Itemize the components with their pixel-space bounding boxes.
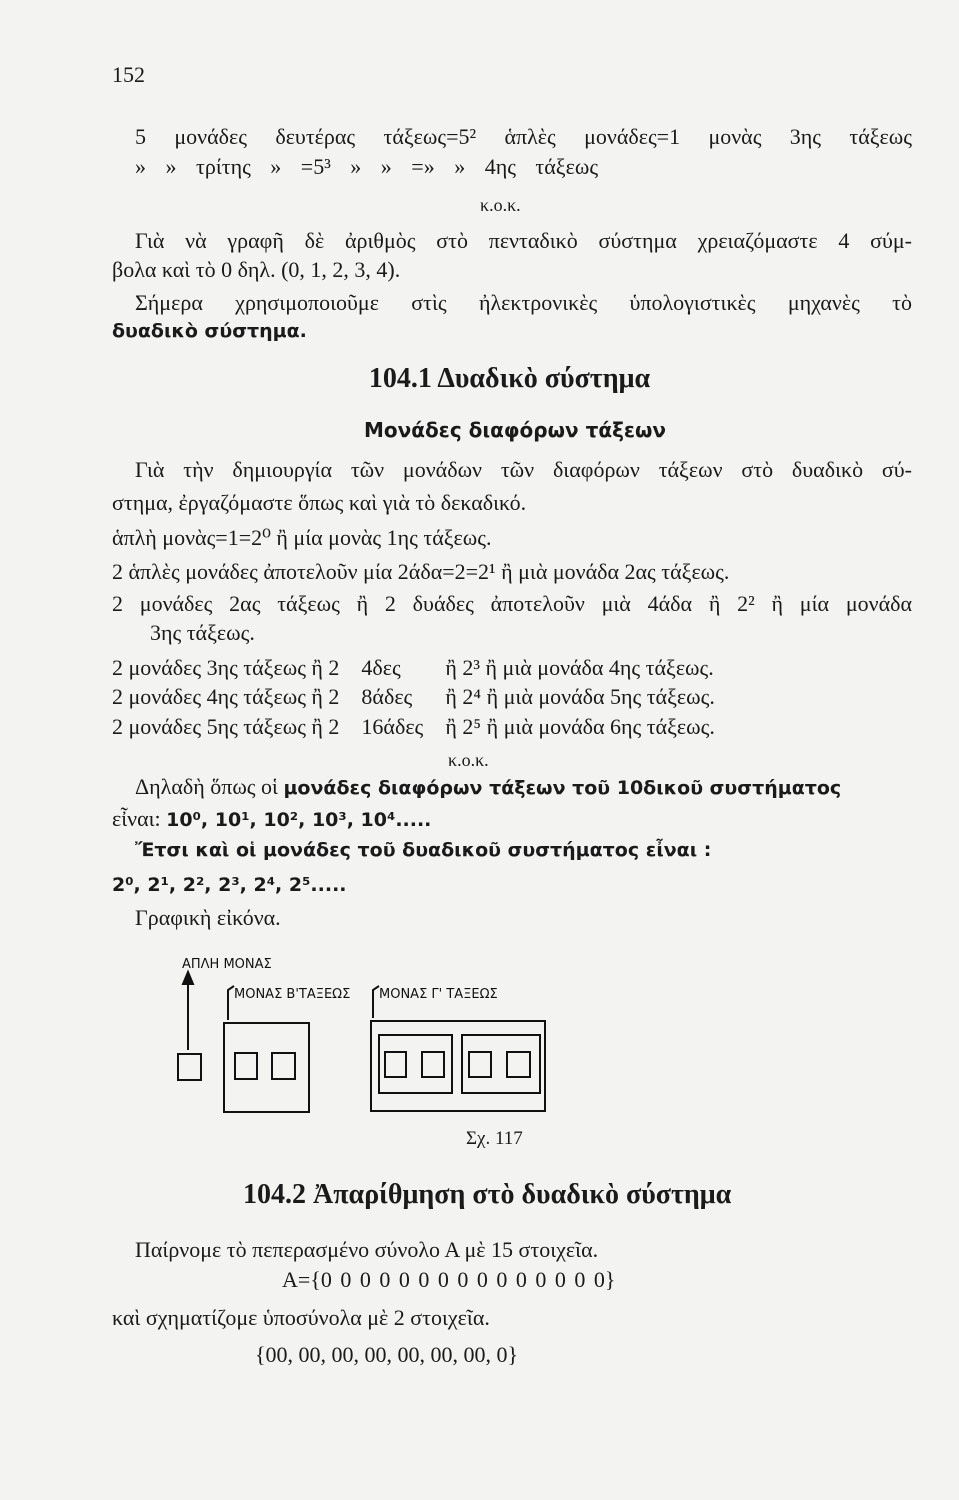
- arrow-head-icon: [183, 972, 193, 984]
- row-left: 2 μονάδες 3ης τάξεως ἢ 2: [112, 655, 340, 680]
- page-number: 152: [112, 62, 145, 87]
- bold-powers: 10⁰, 10¹, 10², 10³, 10⁴.....: [166, 809, 432, 831]
- unit-box: [422, 1052, 444, 1077]
- unit-box: [272, 1053, 295, 1079]
- paragraph-line: καὶ σχηματίζομε ὑποσύνολα μὲ 2 στοιχεῖα.: [112, 1305, 490, 1330]
- bold-term: μονάδες διαφόρων τάξεων τοῦ 10δικοῦ συστήματος: [283, 777, 842, 799]
- paragraph-line: Γιὰ νὰ γραφῆ δὲ ἀριθμὸς στὸ πενταδικὸ σύστημα χρειαζόμαστε 4 σύμ-: [135, 228, 912, 253]
- top-line-1: 5 μονάδες δευτέρας τάξεως=5² ἁπλὲς μονάδες=1 μονὰς 3ης τάξεως: [135, 124, 912, 149]
- row-mid: 4δες: [361, 655, 401, 680]
- section-title: 104.2 Ἀπαρίθμηση στὸ δυαδικὸ σύστημα: [243, 1179, 732, 1210]
- paragraph-line: Παίρνομε τὸ πεπερασμένο σύνολο Α μὲ 15 στοιχεῖα.: [135, 1237, 599, 1262]
- order-b-box: [224, 1023, 309, 1112]
- row-mid: 16άδες: [361, 714, 424, 739]
- plain-text: Δηλαδὴ ὅπως οἱ: [135, 774, 284, 799]
- label-order-g: ΜΟΝΑΣ Γ' ΤΑΞΕΩΣ: [379, 987, 498, 1002]
- row-left: 2 μονάδες 4ης τάξεως ἢ 2: [112, 684, 340, 709]
- simple-unit-box: [178, 1054, 201, 1080]
- paragraph-line: Γιὰ τὴν δημιουργία τῶν μονάδων τῶν διαφόρων τάξεων στὸ δυαδικὸ σύ-: [135, 457, 912, 482]
- figure-intro: Γραφικὴ εἰκόνα.: [135, 905, 281, 930]
- unit-box: [469, 1052, 491, 1077]
- label-simple-unit: ΑΠΛΗ ΜΟΝΑΣ: [182, 957, 272, 972]
- unit-box: [507, 1052, 530, 1077]
- section-title: 104.1 Δυαδικὸ σύστημα: [368, 363, 651, 394]
- top-line-2: » » τρίτης » =5³ » » =» » 4ης τάξεως: [135, 154, 599, 179]
- row-right: ἢ 2³ ἢ μιὰ μονάδα 4ης τάξεως.: [445, 655, 714, 680]
- row-mid: 8άδες: [361, 684, 413, 709]
- bold-term: δυαδικὸ σύστημα.: [112, 320, 307, 342]
- figure-caption: Σχ. 117: [466, 1128, 523, 1149]
- row-left: 2 μονάδες 5ης τάξεως ἢ 2: [112, 714, 340, 739]
- order-b-box: [462, 1035, 540, 1093]
- row-right: ἢ 2⁴ ἢ μιὰ μονάδα 5ης τάξεως.: [445, 684, 715, 709]
- kok: κ.ο.κ.: [448, 750, 489, 770]
- unit-box: [235, 1053, 257, 1079]
- bold-line: Ἔτσι καὶ οἱ μονάδες τοῦ δυαδικοῦ συστήματος εἶναι :: [135, 839, 712, 861]
- subsets: {00, 00, 00, 00, 00, 00, 00, 0}: [255, 1342, 519, 1367]
- section-subtitle: Μονάδες διαφόρων τάξεων: [363, 418, 667, 442]
- label-order-b: ΜΟΝΑΣ Β'ΤΑΞΕΩΣ: [234, 987, 351, 1002]
- unit-box: [385, 1052, 406, 1077]
- paragraph-line: στημα, ἐργαζόμαστε ὅπως καὶ γιὰ τὸ δεκαδικό.: [112, 490, 527, 515]
- paragraph-line: 3ης τάξεως.: [150, 620, 255, 645]
- order-b-box: [379, 1035, 452, 1093]
- set-a: Α={0 0 0 0 0 0 0 0 0 0 0 0 0 0 0}: [282, 1267, 616, 1292]
- paragraph-line: 2 μονάδες 2ας τάξεως ἢ 2 δυάδες ἀποτελοῦν μιὰ 4άδα ἢ 2² ἢ μία μονάδα: [112, 591, 912, 616]
- paragraph-line: ἁπλὴ μονὰς=1=2⁰ ἢ μία μονὰς 1ης τάξεως.: [112, 525, 492, 550]
- row-right: ἢ 2⁵ ἢ μιὰ μονάδα 6ης τάξεως.: [445, 714, 715, 739]
- paragraph-line: 2 ἁπλὲς μονάδες ἀποτελοῦν μία 2άδα=2=2¹ ἢ μιὰ μονάδα 2ας τάξεως.: [112, 559, 730, 584]
- top-kok: κ.ο.κ.: [480, 195, 521, 215]
- paragraph-line: βολα καὶ τὸ 0 δηλ. (0, 1, 2, 3, 4).: [112, 257, 401, 282]
- paragraph-line: Σήμερα χρησιμοποιοῦμε στὶς ἠλεκτρονικὲς ὑπολογιστικὲς μηχανὲς τὸ: [135, 290, 912, 315]
- plain-text: εἶναι:: [112, 806, 167, 831]
- bold-powers: 2⁰, 2¹, 2², 2³, 2⁴, 2⁵.....: [112, 874, 347, 896]
